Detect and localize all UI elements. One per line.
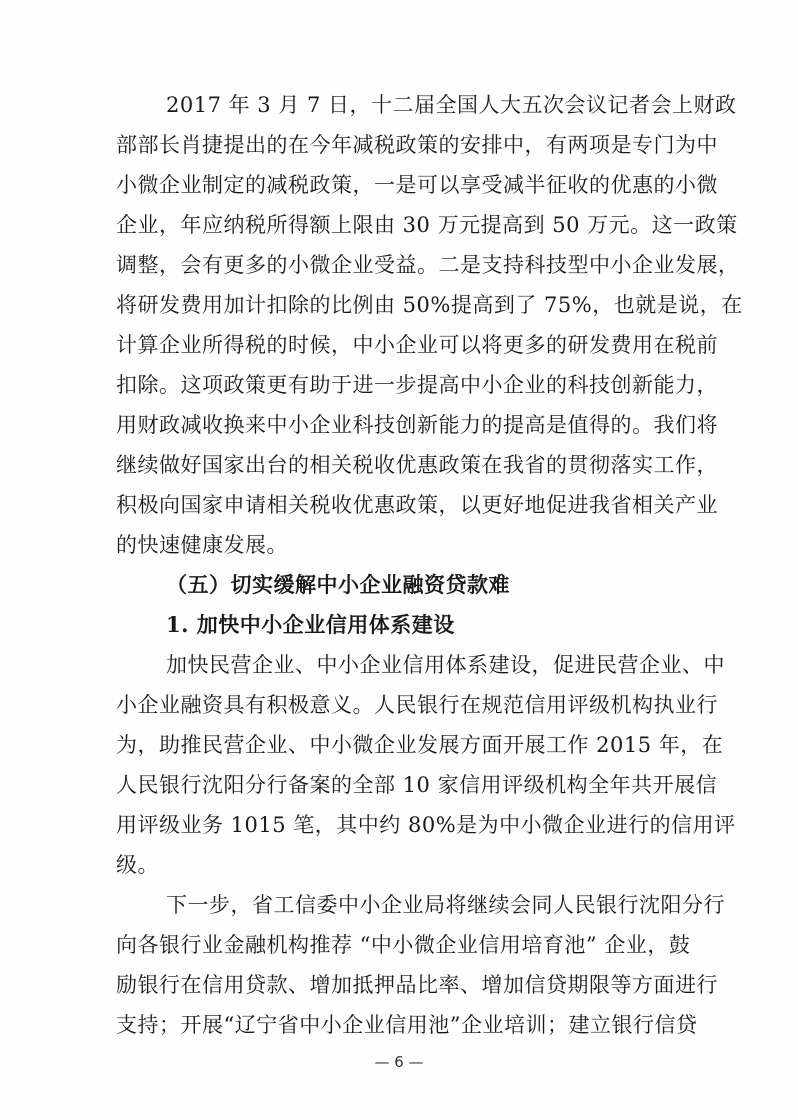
paragraph-line: 积极向国家申请相关税收优惠政策，以更好地促进我省相关产业 xyxy=(116,493,718,517)
paragraph-line: 企业，年应纳税所得额上限由 30 万元提高到 50 万元。这一政策 xyxy=(116,213,738,237)
section-heading: （五）切实缓解中小企业融资贷款难 xyxy=(166,572,510,597)
paragraph-line: 向各银行业金融机构推荐 “中小微企业信用培育池” 企业，鼓 xyxy=(116,933,691,957)
page-number: — 6 — xyxy=(374,1053,424,1071)
paragraph-line: 下一步，省工信委中小企业局将继续会同人民银行沈阳分行 xyxy=(166,893,725,917)
paragraph-line: 支持；开展“辽宁省中小企业信用池”企业培训；建立银行信贷 xyxy=(116,1013,698,1037)
paragraph-line: 用财政减收换来中小企业科技创新能力的提高是值得的。我们将 xyxy=(116,413,718,437)
paragraph-line: 加快民营企业、中小企业信用体系建设，促进民营企业、中 xyxy=(166,653,725,677)
paragraph-line: 级。 xyxy=(116,853,159,877)
paragraph-line: 计算企业所得税的时候，中小企业可以将更多的研发费用在税前 xyxy=(116,333,718,357)
paragraph-line: 人民银行沈阳分行备案的全部 10 家信用评级机构全年共开展信 xyxy=(116,773,718,797)
paragraph-line: 2017 年 3 月 7 日，十二届全国人大五次会议记者会上财政 xyxy=(166,93,737,117)
subsection-heading: 1. 加快中小企业信用体系建设 xyxy=(166,612,455,637)
paragraph-line: 扣除。这项政策更有助于进一步提高中小企业的科技创新能力， xyxy=(116,373,718,397)
paragraph-line: 为，助推民营企业、中小微企业发展方面开展工作 2015 年，在 xyxy=(116,733,724,757)
paragraph-line: 小微企业制定的减税政策，一是可以享受减半征收的优惠的小微 xyxy=(116,173,718,197)
paragraph-line: 小企业融资具有积极意义。人民银行在规范信用评级机构执业行 xyxy=(116,693,718,717)
paragraph-line: 用评级业务 1015 笔，其中约 80%是为中小微企业进行的信用评 xyxy=(116,813,736,837)
paragraph-line: 调整，会有更多的小微企业受益。二是支持科技型中小企业发展， xyxy=(116,253,740,277)
paragraph-line: 继续做好国家出台的相关税收优惠政策在我省的贯彻落实工作， xyxy=(116,453,718,477)
paragraph-line: 励银行在信用贷款、增加抵押品比率、增加信贷期限等方面进行 xyxy=(116,973,718,997)
paragraph-line: 的快速健康发展。 xyxy=(116,533,288,557)
paragraph-line: 部部长肖捷提出的在今年减税政策的安排中，有两项是专门为中 xyxy=(116,133,718,157)
paragraph-line: 将研发费用加计扣除的比例由 50%提高到了 75%，也就是说，在 xyxy=(116,293,743,317)
